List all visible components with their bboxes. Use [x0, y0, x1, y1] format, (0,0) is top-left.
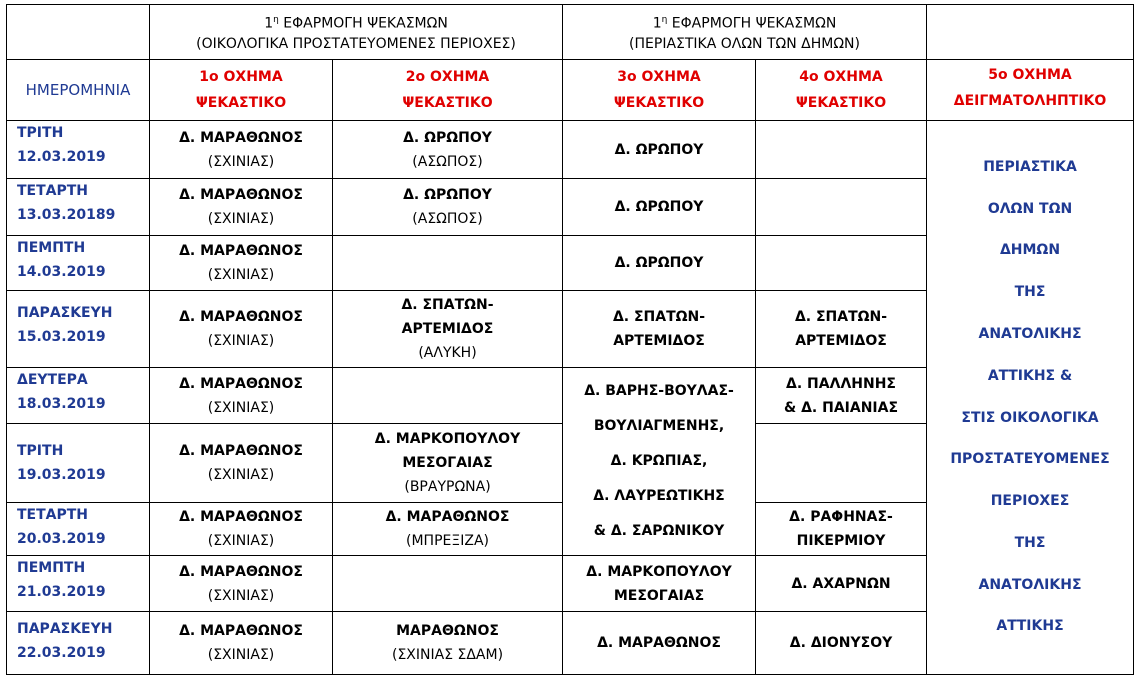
vehicle-1-cell: Δ. ΜΑΡΑΘΩΝΟΣ (ΣΧΙΝΙΑΣ) [150, 424, 333, 503]
vehicle-1-cell: Δ. ΜΑΡΑΘΩΝΟΣ (ΣΧΙΝΙΑΣ) [150, 503, 333, 556]
table-row [7, 121, 1134, 179]
date-column-header: ΗΜΕΡΟΜΗΝΙΑ [7, 60, 150, 121]
vehicle-3-cell: Δ. ΜΑΡΑΘΩΝΟΣ [563, 612, 756, 675]
vehicle-4-cell: Δ. ΠΑΛΛΗΝΗΣ & Δ. ΠΑΙΑΝΙΑΣ [756, 368, 927, 424]
date-cell: ΔΕΥΤΕΡΑ 18.03.2019 [7, 368, 150, 424]
vehicle-2-cell: ΜΑΡΑΘΩΝΟΣ (ΣΧΙΝΙΑΣ ΣΔΑΜ) [333, 612, 563, 675]
vehicle-3-header: 3ο ΟΧΗΜΑ ΨΕΚΑΣΤΙΚΟ [563, 60, 756, 121]
group-header-periurban: $1^\eta$ ΕΦΑΡΜΟΓΗ ΨΕΚΑΣΜΩΝ (ΠΕΡΙΑΣΤΙΚΑ ΟΛΩΝ ΤΩΝ ΔΗΜΩΝ) [563, 5, 927, 60]
vehicle-3-merged-cell: Δ. ΒΑΡΗΣ-ΒΟΥΛΑΣ- ΒΟΥΛΙΑΓΜΕΝΗΣ, Δ. ΚΡΩΠΙΑΣ, Δ. ΛΑΥΡΕΩΤΙΚΗΣ & Δ. ΣΑΡΩΝΙΚΟΥ [563, 368, 756, 556]
empty-corner-cell [7, 5, 150, 60]
vehicle-4-cell: Δ. ΔΙΟΝΥΣΟΥ [756, 612, 927, 675]
vehicle-4-cell [756, 179, 927, 236]
date-cell: ΤΡΙΤΗ 19.03.2019 [7, 424, 150, 503]
vehicle-1-header: 1ο ΟΧΗΜΑ ΨΕΚΑΣΤΙΚΟ [150, 60, 333, 121]
vehicle-1-cell: Δ. ΜΑΡΑΘΩΝΟΣ (ΣΧΙΝΙΑΣ) [150, 556, 333, 612]
vehicle-3-cell: Δ. ΩΡΩΠΟΥ [563, 121, 756, 179]
vehicle-3-cell: Δ. ΜΑΡΚΟΠΟΥΛΟΥ ΜΕΣΟΓΑΙΑΣ [563, 556, 756, 612]
date-cell: ΠΕΜΠΤΗ 14.03.2019 [7, 236, 150, 291]
vehicle-4-cell: Δ. ΡΑΦΗΝΑΣ- ΠΙΚΕΡΜΙΟΥ [756, 503, 927, 556]
date-cell: ΤΡΙΤΗ 12.03.2019 [7, 121, 150, 179]
vehicle-4-cell [756, 424, 927, 503]
date-cell: ΠΑΡΑΣΚΕΥΗ 15.03.2019 [7, 291, 150, 368]
vehicle-2-cell [333, 236, 563, 291]
vehicle-1-cell: Δ. ΜΑΡΑΘΩΝΟΣ (ΣΧΙΝΙΑΣ) [150, 179, 333, 236]
vehicle-2-cell: Δ. ΩΡΩΠΟΥ (ΑΣΩΠΟΣ) [333, 121, 563, 179]
vehicle-2-cell [333, 556, 563, 612]
vehicle-5-header: 5ο ΟΧΗΜΑ ΔΕΙΓΜΑΤΟΛΗΠΤΙΚΟ [927, 60, 1134, 121]
group-header-ecological: $1^\eta$ ΕΦΑΡΜΟΓΗ ΨΕΚΑΣΜΩΝ (ΟΙΚΟΛΟΓΙΚΑ ΠΡΟΣΤΑΤΕΥΟΜΕΝΕΣ ΠΕΡΙΟΧΕΣ) [150, 5, 563, 60]
vehicle-2-cell: Δ. ΜΑΡΑΘΩΝΟΣ (ΜΠΡΕΞΙΖΑ) [333, 503, 563, 556]
vehicle-3-cell: Δ. ΣΠΑΤΩΝ- ΑΡΤΕΜΙΔΟΣ [563, 291, 756, 368]
vehicle-4-cell: Δ. ΑΧΑΡΝΩΝ [756, 556, 927, 612]
vehicle-1-cell: Δ. ΜΑΡΑΘΩΝΟΣ (ΣΧΙΝΙΑΣ) [150, 236, 333, 291]
date-cell: ΠΕΜΠΤΗ 21.03.2019 [7, 556, 150, 612]
date-cell: ΤΕΤΑΡΤΗ 13.03.20189 [7, 179, 150, 236]
vehicle-1-cell: Δ. ΜΑΡΑΘΩΝΟΣ (ΣΧΙΝΙΑΣ) [150, 612, 333, 675]
vehicle-4-cell [756, 121, 927, 179]
vehicle-1-cell: Δ. ΜΑΡΑΘΩΝΟΣ (ΣΧΙΝΙΑΣ) [150, 368, 333, 424]
vehicle-4-header: 4ο ΟΧΗΜΑ ΨΕΚΑΣΤΙΚΟ [756, 60, 927, 121]
vehicle-header-row [7, 60, 1134, 121]
group-header-row [7, 5, 1134, 60]
vehicle-1-cell: Δ. ΜΑΡΑΘΩΝΟΣ (ΣΧΙΝΙΑΣ) [150, 291, 333, 368]
schedule-table [6, 4, 1134, 675]
vehicle-3-cell: Δ. ΩΡΩΠΟΥ [563, 179, 756, 236]
vehicle-1-cell: Δ. ΜΑΡΑΘΩΝΟΣ (ΣΧΙΝΙΑΣ) [150, 121, 333, 179]
vehicle-4-cell [756, 236, 927, 291]
vehicle-5-coverage-cell: ΠΕΡΙΑΣΤΙΚΑ ΟΛΩΝ ΤΩΝ ΔΗΜΩΝ ΤΗΣ ΑΝΑΤΟΛΙΚΗΣ ΑΤΤΙΚΗΣ & ΣΤΙΣ ΟΙΚΟΛΟΓΙΚΑ ΠΡΟΣΤΑΤΕΥΟΜΕΝΕΣ ΠΕΡΙΟΧΕΣ ΤΗΣ ΑΝΑΤΟΛΙΚΗΣ ΑΤΤΙΚΗΣ [927, 121, 1134, 675]
vehicle-2-cell [333, 368, 563, 424]
vehicle-3-cell: Δ. ΩΡΩΠΟΥ [563, 236, 756, 291]
date-cell: ΤΕΤΑΡΤΗ 20.03.2019 [7, 503, 150, 556]
date-cell: ΠΑΡΑΣΚΕΥΗ 22.03.2019 [7, 612, 150, 675]
vehicle-2-header: 2ο ΟΧΗΜΑ ΨΕΚΑΣΤΙΚΟ [333, 60, 563, 121]
vehicle-2-cell: Δ. ΜΑΡΚΟΠΟΥΛΟΥ ΜΕΣΟΓΑΙΑΣ (ΒΡΑΥΡΩΝΑ) [333, 424, 563, 503]
vehicle-4-cell: Δ. ΣΠΑΤΩΝ- ΑΡΤΕΜΙΔΟΣ [756, 291, 927, 368]
vehicle-2-cell: Δ. ΣΠΑΤΩΝ- ΑΡΤΕΜΙΔΟΣ (ΑΛΥΚΗ) [333, 291, 563, 368]
vehicle-2-cell: Δ. ΩΡΩΠΟΥ (ΑΣΩΠΟΣ) [333, 179, 563, 236]
empty-header-cell [927, 5, 1134, 60]
